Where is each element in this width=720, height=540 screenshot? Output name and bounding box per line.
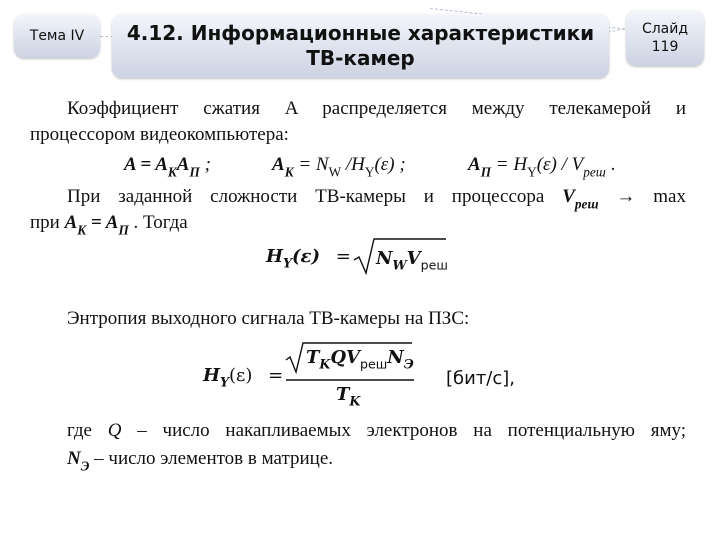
paragraph-4-line-2: $N_Э$ – число элементов в матрице.: [67, 448, 334, 474]
equation-ap: $A_П = H_Y(\varepsilon) / V_{реш}$ .: [468, 154, 616, 180]
formula-1-radicand: $N_WV_{реш}$: [376, 248, 448, 273]
paragraph-2-line-2: при $A_K = A_П$ . Тогда: [30, 212, 188, 238]
topic-badge: [14, 14, 100, 58]
slide-label: Слайд: [641, 21, 689, 37]
slide-number: 119: [651, 39, 679, 55]
formula-entropy-2: $H_Y(\varepsilon)$ =: [203, 365, 284, 390]
paragraph-1-line-1: Коэффициент сжатия A распределяется между телекамерой и: [67, 98, 686, 119]
equation-a: $A = A_KA_П$ ;: [124, 154, 211, 180]
paragraph-1-line-2: процессором видеокомпьютера:: [30, 124, 289, 145]
paragraph-3: Энтропия выходного сигнала ТВ-камеры на ПЗС:: [67, 308, 470, 329]
formula-2-unit: [бит/с],: [446, 368, 516, 389]
slide-title: [112, 14, 609, 78]
title-line-1: 4.12. Информационные характеристики: [126, 21, 595, 45]
slide-number-badge: [626, 10, 704, 66]
formula-entropy-1: $H_Y(\varepsilon)$ =: [266, 246, 351, 271]
equation-ak: $A_K = N_W$ $/H_Y(\varepsilon)$ ;: [272, 154, 406, 180]
paragraph-2-line-1: При заданной сложности ТВ-камеры и процессора $V_{реш} \to \max$: [67, 186, 686, 212]
formula-2-numerator: $T_KQV_{реш}N_Э$: [306, 347, 414, 372]
topic-label: Тема IV: [29, 28, 85, 44]
title-line-2: ТВ-камер: [306, 46, 415, 70]
formula-2-denominator: $T_K$: [336, 384, 361, 409]
paragraph-4-line-1: где Q – число накапливаемых электронов на потенциальную яму;: [67, 420, 686, 441]
